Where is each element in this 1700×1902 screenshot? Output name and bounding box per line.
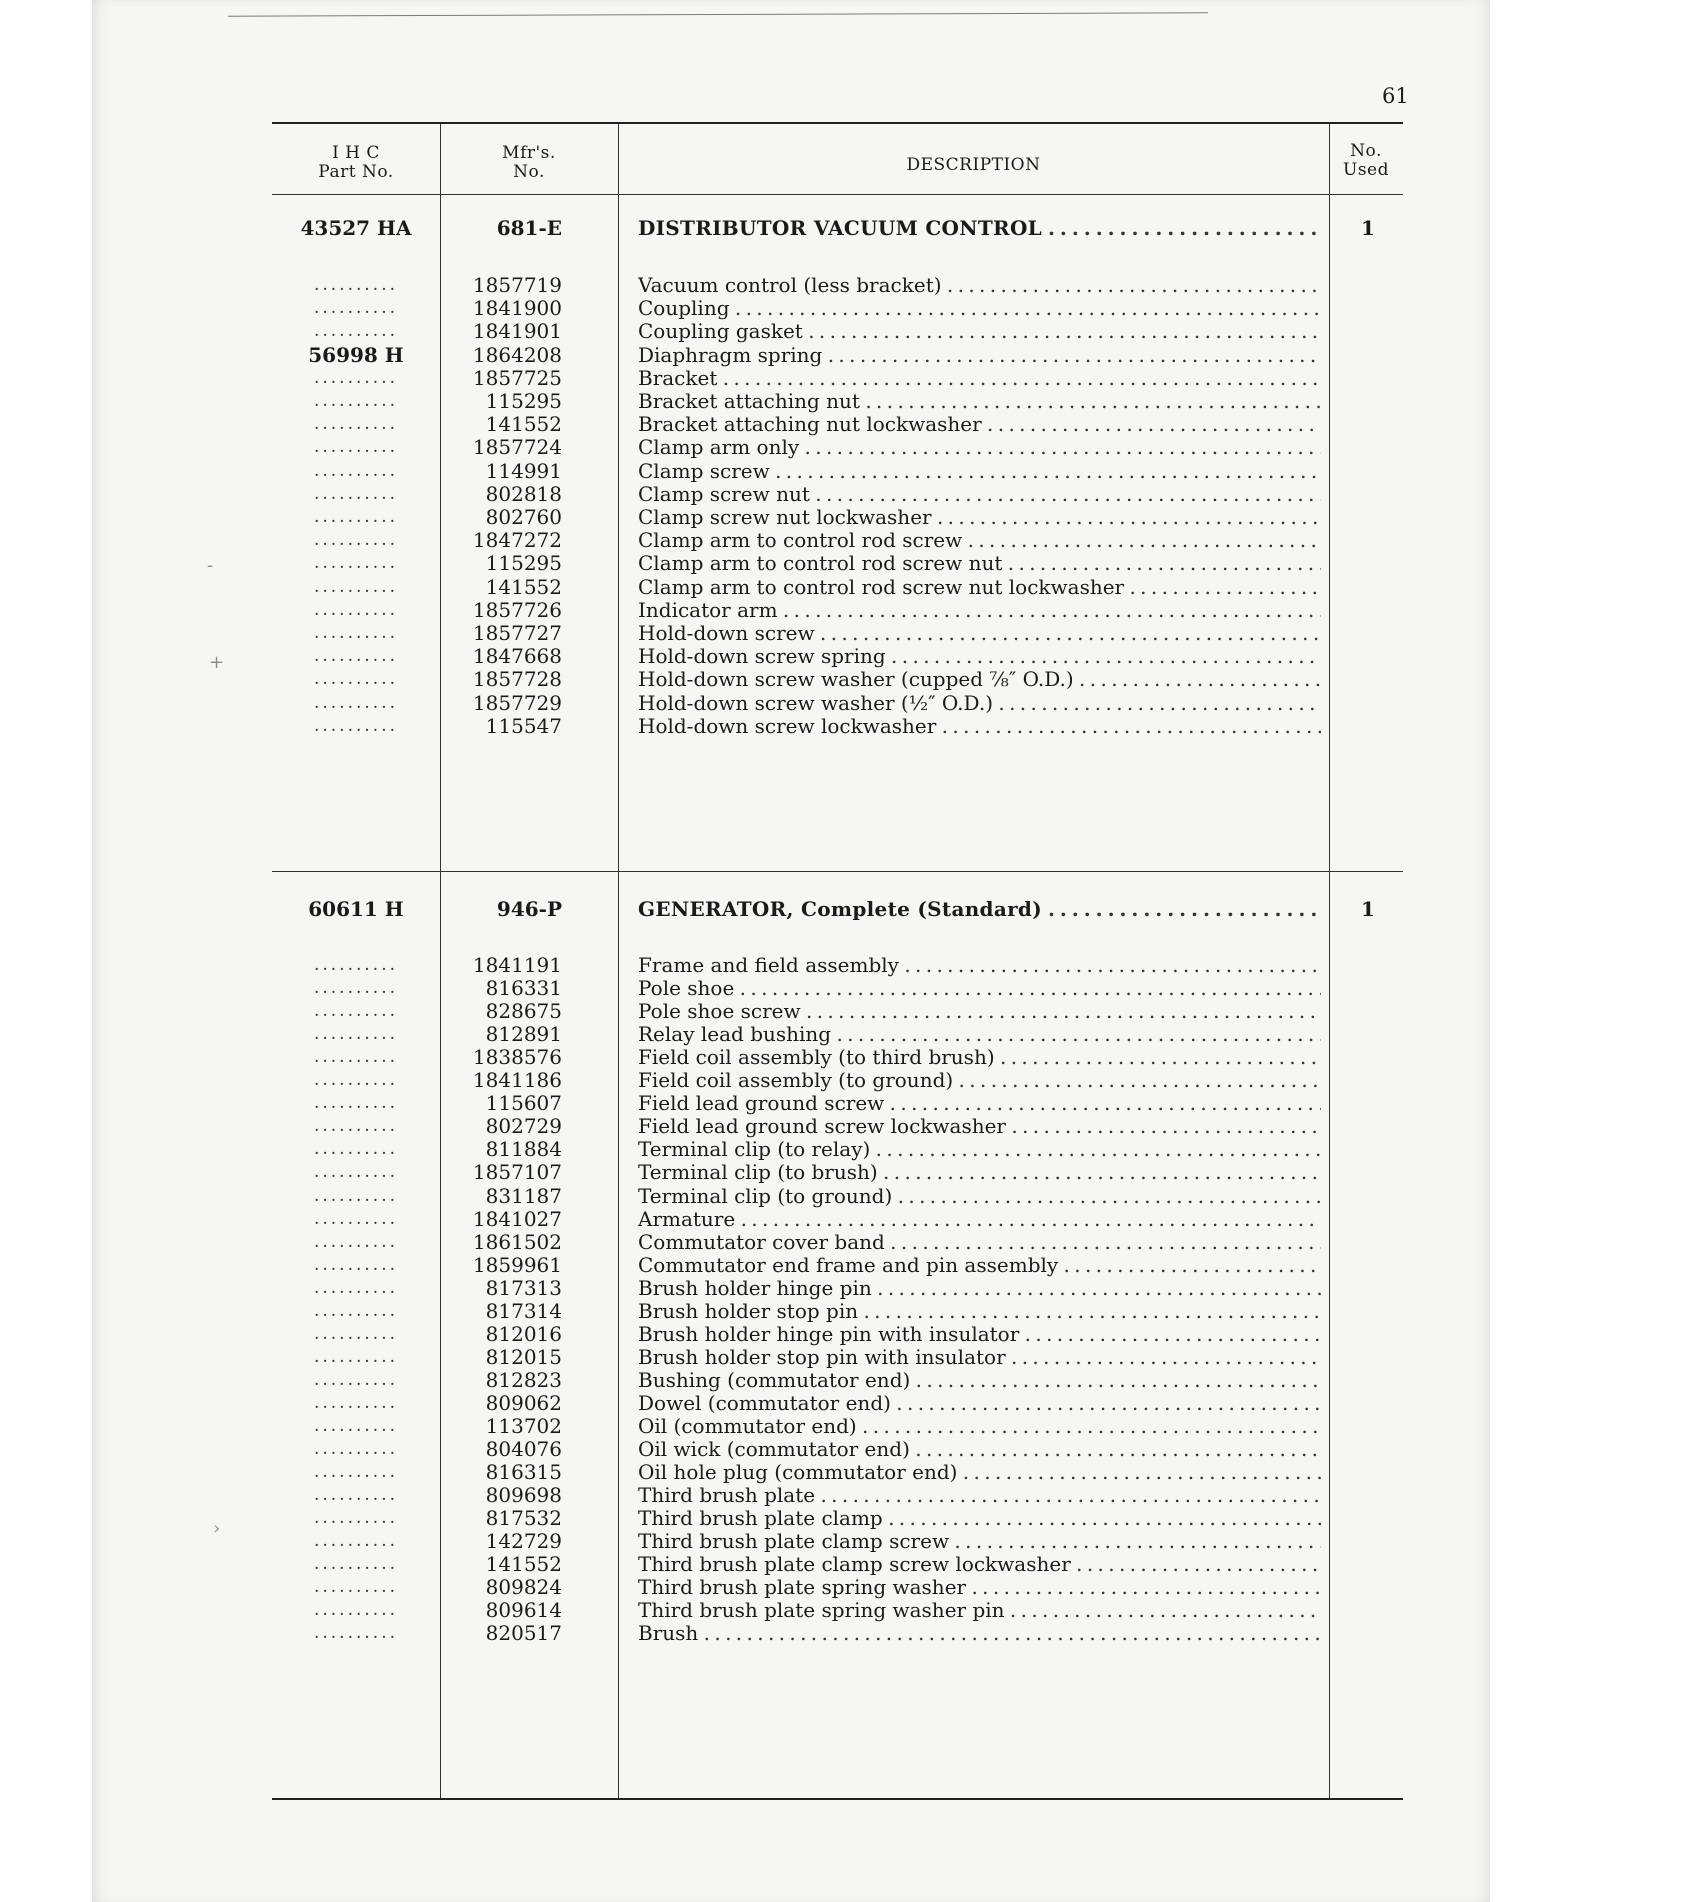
part-description: Indicator arm . . . [638,596,1321,624]
mfr-no: 681-E [496,216,562,240]
mfr-no: 1859961 [472,1252,562,1277]
part-description: Field lead ground screw lockwasher . . . [638,1112,1321,1140]
part-description: Terminal clip (to brush) . . . [638,1158,1321,1186]
part-description: Bracket attaching nut lockwasher . . . [638,410,1321,438]
part-description: Clamp screw . . . [638,457,1321,485]
leader-dots: .......... [313,1416,399,1436]
mfr-no: 820517 [485,1621,562,1646]
table-row [272,1619,1403,1647]
leader-dots: .......... [313,1577,399,1598]
leader-dots: .......... [313,1093,399,1114]
section-title: GENERATOR, Complete (Standard) . . . [638,895,1321,923]
part-description: Commutator end frame and pin assembly . . . [638,1251,1321,1279]
mfr-no: 1857107 [472,1160,562,1185]
part-description: Terminal clip (to ground) . . . [638,1182,1321,1210]
mfr-no: 1841191 [472,953,562,977]
part-description: Field coil assembly (to third brush) . . . [638,1043,1321,1071]
mfr-no: 1857729 [472,690,562,715]
part-description: Clamp arm to control rod screw nut . . . [638,549,1321,577]
leader-dots: .......... [313,1369,399,1390]
mfr-no: 1864208 [472,342,562,367]
mfr-no: 141552 [485,412,562,437]
mfr-no: 113702 [485,1414,562,1438]
mfr-no: 1857728 [472,667,562,692]
no-used: 1 [1361,216,1375,240]
part-description: Brush holder hinge pin with insulator . . . [638,1320,1321,1348]
mfr-no: 1847272 [472,528,562,553]
mfr-no: 141552 [485,574,562,599]
leader-dots: .......... [313,1139,399,1160]
mfr-no: 1841027 [472,1206,562,1231]
header-used-line1: No. [1350,141,1382,161]
part-description: Coupling . . . [638,294,1321,322]
mfr-no: 1841900 [472,296,562,321]
header-mfr-line2: No. [513,162,545,182]
leader-dots: .......... [313,1323,399,1344]
leader-dots: .......... [313,1116,399,1137]
mfr-no: 817532 [485,1506,562,1531]
part-description: Hold-down screw spring . . . [638,642,1321,670]
part-description: Brush holder hinge pin . . . [638,1274,1321,1302]
leader-dots: .......... [313,646,399,667]
part-description: Third brush plate clamp screw lockwasher . . . [638,1550,1321,1578]
part-description: Clamp arm to control rod screw nut lockwasher . . . [638,573,1321,601]
leader-dots: .......... [313,1231,399,1252]
leader-dots: .......... [313,599,399,620]
mfr-no: 1861502 [472,1229,562,1254]
part-description: Bracket attaching nut . . . [638,387,1321,415]
section-title: DISTRIBUTOR VACUUM CONTROL . . . [638,214,1321,242]
leader-dots: .......... [313,391,399,411]
mfr-no: 809698 [485,1483,562,1508]
part-description: Brush holder stop pin with insulator . . . [638,1343,1321,1371]
part-description: Clamp arm only . . . [638,433,1321,461]
leader-dots: .......... [313,321,399,342]
ihc-part-no: 56998 H [308,342,404,367]
leader-dots: .......... [313,1300,399,1321]
part-description: Hold-down screw lockwasher . . . [638,712,1321,740]
part-description: Clamp screw nut lockwasher . . . [638,503,1321,531]
margin-mark: + [209,652,225,673]
mfr-no: 1857719 [472,273,562,297]
part-description: Frame and field assembly . . . [638,951,1321,979]
leader-dots: .......... [313,1600,399,1621]
part-description: Third brush plate clamp screw . . . [638,1527,1321,1555]
mfr-no: 817313 [485,1275,562,1300]
leader-dots: .......... [313,367,399,388]
part-description: Third brush plate spring washer pin . . . [638,1596,1321,1624]
part-description: Terminal clip (to relay) . . . [638,1135,1321,1163]
mfr-no: 831187 [485,1183,562,1208]
mfr-no: 812015 [485,1344,562,1369]
mfr-no: 802760 [485,505,562,529]
part-description: Brush . . . [638,1619,1321,1647]
leader-dots: .......... [313,955,399,975]
part-description: Hold-down screw . . . [638,619,1321,647]
leader-dots: .......... [313,1462,399,1483]
table-row [272,712,1403,740]
header-mfr-no [440,144,618,182]
header-description [618,156,1329,175]
mfr-no: 809824 [485,1575,562,1600]
part-description: Hold-down screw washer (cupped ⅞″ O.D.) . . . [638,665,1321,693]
leader-dots: .......... [313,1439,399,1460]
header-mfr-line1: Mfr's. [502,143,556,163]
part-description: Bushing (commutator end) . . . [638,1366,1321,1394]
leader-dots: .......... [313,1070,399,1091]
leader-dots: .......... [313,715,399,736]
header-rule [272,194,1403,195]
part-description: Dowel (commutator end) . . . [638,1389,1321,1417]
header-ihc-line2: Part No. [318,162,394,182]
leader-dots: .......... [313,275,399,295]
header-ihc-part-no [272,144,440,182]
part-description: Brush holder stop pin . . . [638,1297,1321,1325]
leader-dots: .......... [313,669,399,690]
header-no-used [1329,142,1403,180]
section-divider-rule [272,871,1403,872]
mfr-no: 115607 [485,1091,562,1116]
leader-dots: .......... [313,460,399,481]
leader-dots: .......... [313,576,399,597]
mfr-no: 816331 [485,976,562,1001]
mfr-no: 812891 [485,1022,562,1047]
section-header-row [272,214,1403,242]
mfr-no: 1841901 [472,319,562,344]
leader-dots: .......... [313,623,399,643]
part-description: Vacuum control (less bracket) . . . [638,271,1321,299]
mfr-no: 115547 [485,713,562,738]
part-description: Clamp arm to control rod screw . . . [638,526,1321,554]
part-description: Oil wick (commutator end) . . . [638,1435,1321,1463]
leader-dots: .......... [313,507,399,527]
part-description: Oil (commutator end) . . . [638,1412,1321,1440]
leader-dots: .......... [313,483,399,504]
leader-dots: .......... [313,1254,399,1275]
mfr-no: 141552 [485,1552,562,1577]
leader-dots: .......... [313,1047,399,1068]
part-description: Oil hole plug (commutator end) . . . [638,1458,1321,1486]
part-description: Bracket . . . [638,364,1321,392]
mfr-no: 142729 [485,1529,562,1554]
section-header-row [272,895,1403,923]
mfr-no: 809614 [485,1598,562,1623]
mfr-no: 1857726 [472,597,562,622]
mfr-no: 811884 [485,1137,562,1162]
part-description: Field coil assembly (to ground) . . . [638,1066,1321,1094]
mfr-no: 809062 [485,1390,562,1415]
mfr-no: 802729 [485,1114,562,1139]
mfr-no: 828675 [485,999,562,1024]
leader-dots: .......... [313,1001,399,1022]
header-description-text: DESCRIPTION [906,155,1041,175]
mfr-no: 1857724 [472,435,562,460]
part-description: Commutator cover band . . . [638,1228,1321,1256]
leader-dots: .......... [313,1508,399,1529]
part-description: Field lead ground screw . . . [638,1089,1321,1117]
mfr-no: 115295 [485,389,562,413]
parts-table [272,122,1403,1800]
part-description: Third brush plate spring washer . . . [638,1573,1321,1601]
mfr-no: 804076 [485,1437,562,1462]
leader-dots: .......... [313,1623,399,1644]
mfr-no: 114991 [485,458,562,483]
mfr-no: 1841186 [472,1068,562,1093]
part-description: Armature . . . [638,1205,1321,1233]
mfr-no: 812823 [485,1367,562,1392]
no-used: 1 [1361,897,1375,921]
part-description: Coupling gasket . . . [638,317,1321,345]
leader-dots: .......... [313,1277,399,1298]
leader-dots: .......... [313,1162,399,1183]
leader-dots: .......... [313,1346,399,1367]
leader-dots: .......... [313,1208,399,1229]
part-description: Relay lead bushing . . . [638,1020,1321,1048]
leader-dots: .......... [313,1024,399,1045]
part-description: Pole shoe . . . [638,974,1321,1002]
ihc-part-no: 60611 H [308,897,404,921]
leader-dots: .......... [313,437,399,458]
header-ihc-line1: I H C [332,143,380,163]
leader-dots: .......... [313,298,399,319]
part-description: Clamp screw nut . . . [638,480,1321,508]
page-number: 61 [1382,84,1409,108]
ihc-part-no: 43527 HA [300,216,412,240]
mfr-no: 817314 [485,1298,562,1323]
part-description: Hold-down screw washer (½″ O.D.) . . . [638,689,1321,717]
leader-dots: .......... [313,414,399,435]
part-description: Third brush plate clamp . . . [638,1504,1321,1532]
leader-dots: .......... [313,1392,399,1413]
part-description: Pole shoe screw . . . [638,997,1321,1025]
header-used-line2: Used [1343,160,1389,180]
mfr-no: 1857727 [472,621,562,645]
mfr-no: 946-P [496,897,562,921]
mfr-no: 802818 [485,481,562,506]
leader-dots: .......... [313,1554,399,1575]
leader-dots: .......... [313,692,399,713]
mfr-no: 1847668 [472,644,562,669]
margin-mark: ‐ [207,555,214,576]
leader-dots: .......... [313,1485,399,1506]
leader-dots: .......... [313,553,399,574]
leader-dots: .......... [313,978,399,999]
leader-dots: .......... [313,1185,399,1206]
mfr-no: 812016 [485,1321,562,1346]
leader-dots: .......... [313,1531,399,1552]
leader-dots: .......... [313,530,399,551]
mfr-no: 115295 [485,551,562,576]
part-description: Diaphragm spring . . . [638,341,1321,369]
margin-mark: › [213,1518,221,1539]
mfr-no: 816315 [485,1460,562,1485]
mfr-no: 1838576 [472,1045,562,1070]
part-description: Third brush plate . . . [638,1481,1321,1509]
mfr-no: 1857725 [472,365,562,390]
